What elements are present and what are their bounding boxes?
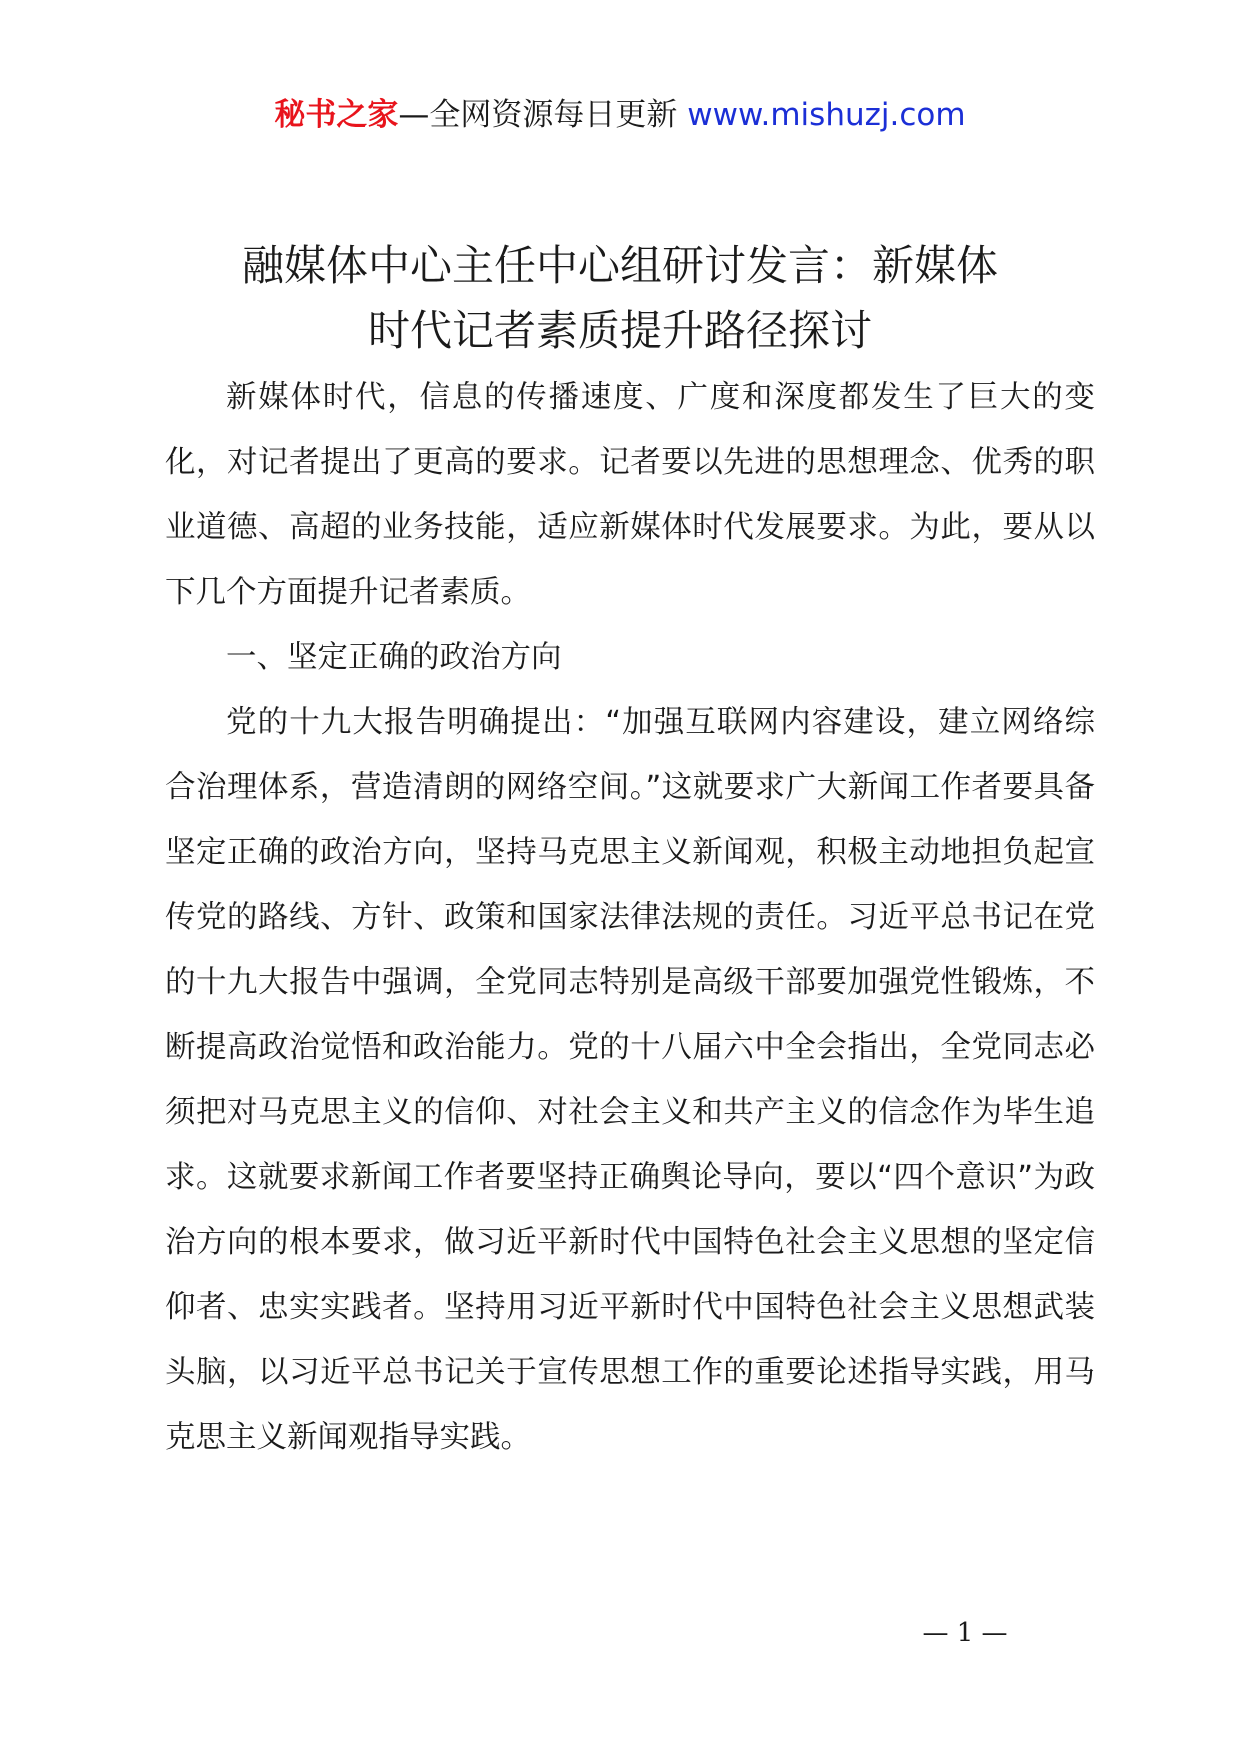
title-line-1: 融媒体中心主任中心组研讨发言：新媒体 xyxy=(241,241,998,290)
document-body xyxy=(165,365,1095,1470)
page-number: — 1 — xyxy=(922,1618,1008,1648)
site-header xyxy=(0,95,1240,135)
brand-name: 秘书之家 xyxy=(274,97,399,133)
intro-paragraph: 新媒体时代，信息的传播速度、广度和深度都发生了巨大的变化，对记者提出了更高的要求。记者要以先进的思想理念、优秀的职业道德、高超的业务技能，适应新媒体时代发展要求。为此，要从以下几个方面提升记者素质。 xyxy=(165,380,1095,610)
document-title xyxy=(150,233,1090,363)
body-paragraph: 党的十九大报告明确提出：“加强互联网内容建设，建立网络综合治理体系，营造清朗的网络空间。”这就要求广大新闻工作者要具备坚定正确的政治方向，坚持马克思主义新闻观，积极主动地担负起宣传党的路线、方针、政策和国家法律法规的责任。习近平总书记在党的十九大报告中强调，全党同志特别是高级干部要加强党性锻炼，不断提高政治觉悟和政治能力。党的十八届六中全会指出，全党同志必须把对马克思主义的信仰、对社会主义和共产主义的信念作为毕生追求。这就要求新闻工作者要坚持正确舆论导向，要以“四个意识”为政治方向的根本要求，做习近平新时代中国特色社会主义思想的坚定信仰者、忠实实践者。坚持用习近平新时代中国特色社会主义思想武装头脑，以习近平总书记关于宣传思想工作的重要论述指导实践，用马克思主义新闻观指导实践。 xyxy=(165,705,1095,1455)
section-heading: 一、坚定正确的政治方向 xyxy=(226,640,562,675)
site-tagline: —全网资源每日更新 xyxy=(398,97,678,133)
site-url-link[interactable]: www.mishuzj.com xyxy=(687,97,966,133)
title-line-2: 时代记者素质提升路径探讨 xyxy=(367,306,872,355)
